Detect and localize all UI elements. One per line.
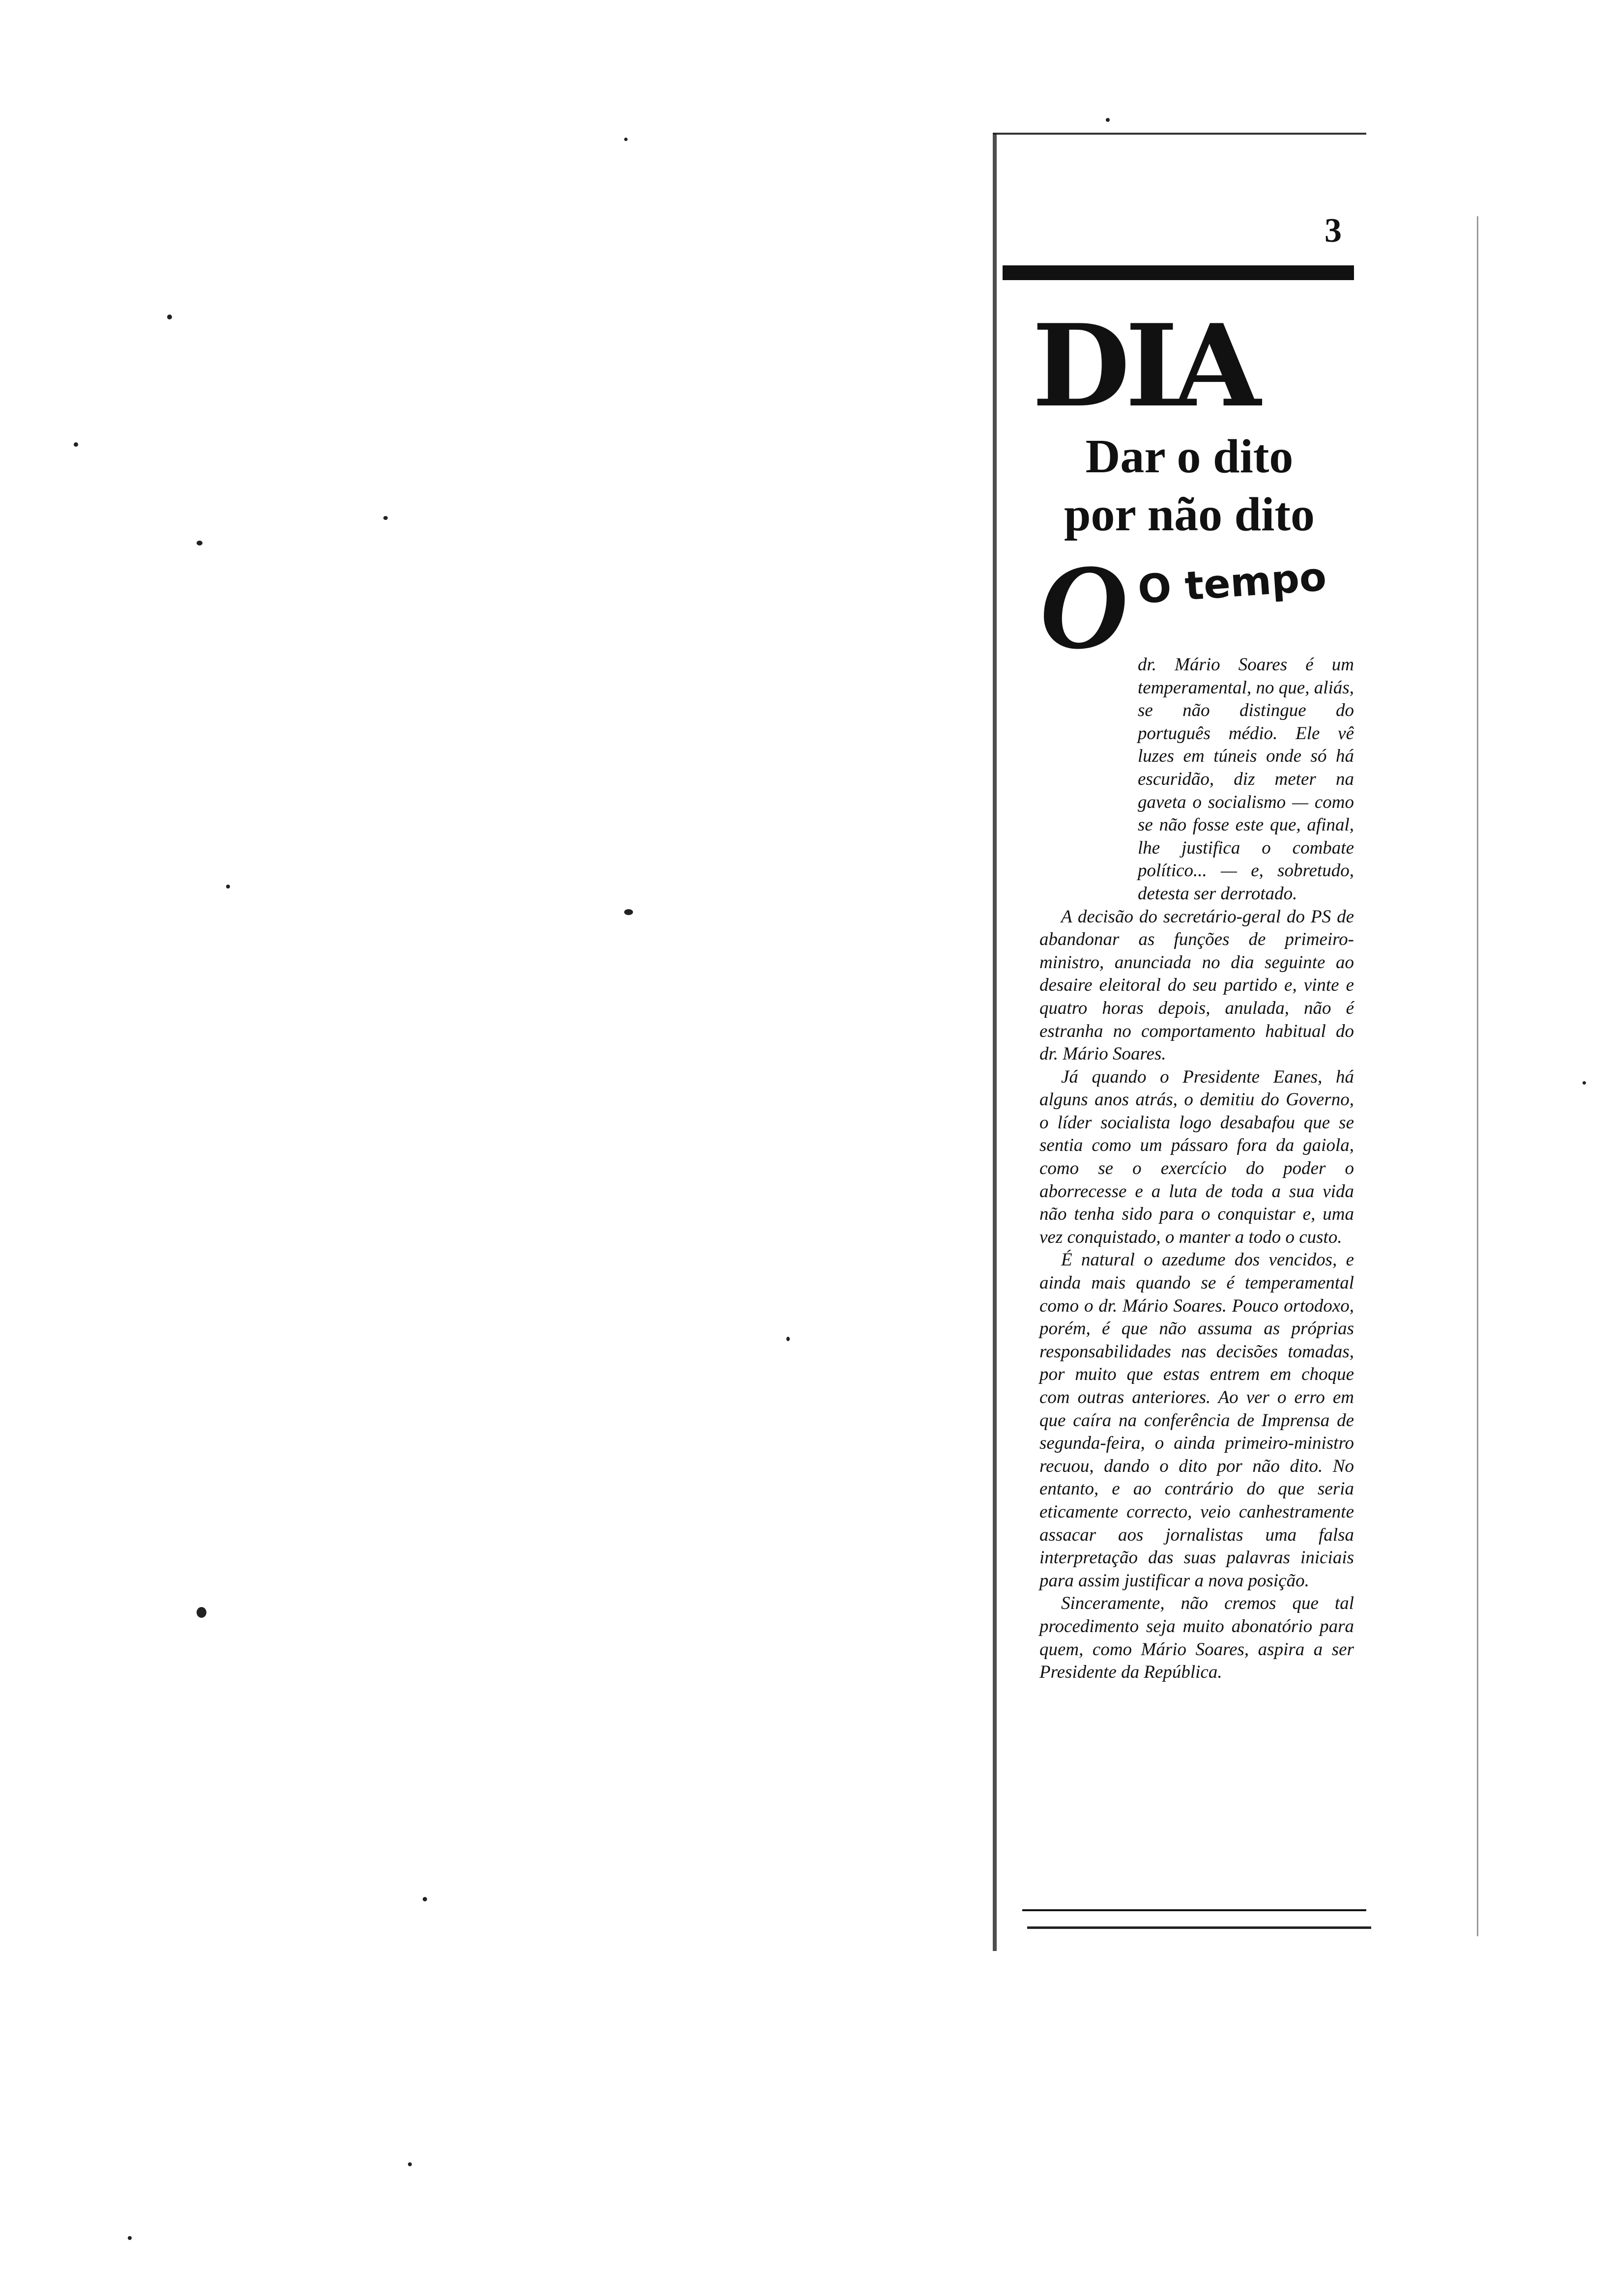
article-body xyxy=(1039,654,1354,1684)
article-paragraph: Já quando o Presidente Eanes, há alguns anos atrás, o demitiu do Governo, o líder socialista logo desabafou que se sentia como um pássaro fora da gaiola, como se o exercício do poder o aborrecesse e a luta de toda a sua vida não tenha sido para o conquistar e, uma vez conquistado, o manter a todo o custo. xyxy=(1039,1066,1354,1247)
headline-line-2: por não dito xyxy=(1064,488,1315,541)
article-paragraph: dr. Mário Soares é um temperamental, no que, aliás, se não distingue do português médio. Ele vê luzes em túneis onde só há escuridão, diz meter na gaveta o socialismo — como se não fosse este que, afinal, lhe justifica o combate político... — e, sobretudo, detesta ser derrotado. xyxy=(1138,655,1354,904)
page-number: 3 xyxy=(1324,212,1342,250)
scan-speck xyxy=(786,1337,790,1341)
clipping-right-edge xyxy=(1477,216,1478,1936)
scan-speck xyxy=(197,541,202,545)
scan-speck xyxy=(624,138,628,141)
clipping-top-rule xyxy=(993,133,1366,135)
drop-cap: O xyxy=(1039,539,1128,675)
scan-speck xyxy=(1106,118,1110,122)
masthead: DIA xyxy=(1032,300,1256,432)
scan-speck xyxy=(423,1897,427,1901)
article-paragraph: Sinceramente, não cremos que tal procedimento seja muito abonatório para quem, como Mário Soares, aspira a ser Presidente da República. xyxy=(1039,1593,1354,1683)
scan-speck xyxy=(197,1607,206,1618)
scan-speck xyxy=(1583,1081,1586,1085)
handwritten-note: O tempo xyxy=(1136,553,1328,613)
masthead-bar xyxy=(1003,265,1354,280)
clipping-left-edge xyxy=(993,133,997,1951)
headline xyxy=(1022,428,1356,544)
scan-speck xyxy=(408,2162,412,2166)
clipping-bottom-rule xyxy=(1027,1926,1371,1929)
scan-speck xyxy=(226,885,230,889)
clipping-bottom-rule xyxy=(1022,1909,1366,1911)
scan-speck xyxy=(383,516,388,520)
scan-speck xyxy=(624,909,633,915)
scan-speck xyxy=(167,315,172,319)
scan-speck xyxy=(74,442,78,447)
article-paragraph: A decisão do secretário-geral do PS de abandonar as funções de primeiro-ministro, anunciada no dia seguinte ao desaire eleitoral do seu partido e, vinte e quatro horas depois, anulada, não é estranha no comportamento habitual do dr. Mário Soares. xyxy=(1039,906,1354,1064)
scan-speck xyxy=(128,2236,132,2240)
newspaper-clipping xyxy=(993,133,1366,1951)
headline-line-1: Dar o dito xyxy=(1085,430,1294,483)
article-paragraph: É natural o azedume dos vencidos, e ainda mais quando se é temperamental como o dr. Mário Soares. Pouco ortodoxo, porém, é que não assuma as próprias responsabilidades nas decisões tomadas, por muito que estas entrem em choque com outras anteriores. Ao ver o erro em que caíra na conferência de Imprensa de segunda-feira, o ainda primeiro-ministro recuou, dando o dito por não dito. No entanto, e ao contrário do que seria eticamente correcto, veio canhestramente assacar aos jornalistas uma falsa interpretação das suas palavras iniciais para assim justificar a nova posição. xyxy=(1039,1250,1354,1591)
